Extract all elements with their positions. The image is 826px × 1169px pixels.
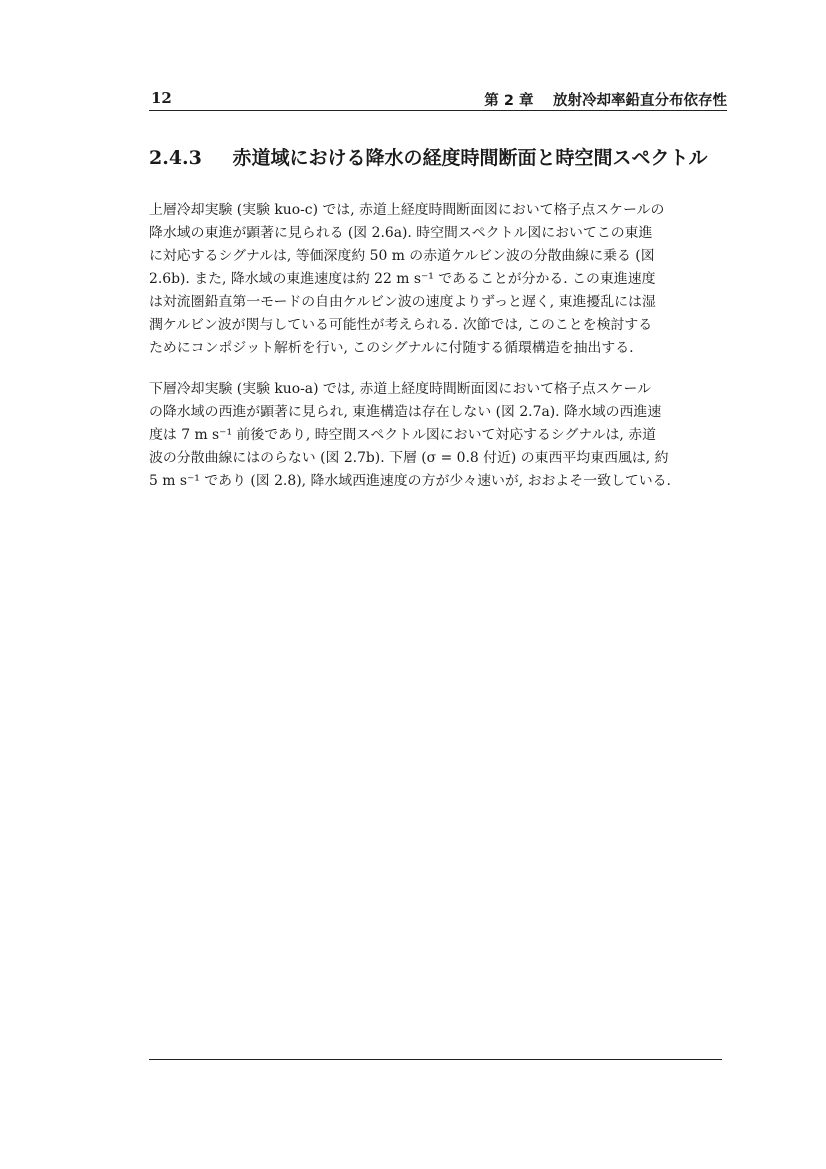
section-heading — [149, 143, 727, 170]
section-number: 2.4.3 — [149, 147, 202, 169]
footer-rule — [149, 1059, 722, 1060]
text-line: 度は 7 m s⁻¹ 前後であり, 時空間スペクトル図において対応するシグナルは, 赤道 — [149, 427, 657, 443]
text-line: 潤ケルビン波が関与している可能性が考えられる. 次節では, このことを検討する — [149, 317, 653, 333]
text-line: ためにコンポジット解析を行い, このシグナルに付随する循環構造を抽出する. — [149, 340, 634, 356]
paragraph-lower-cooling — [149, 378, 727, 493]
text-line: 波の分散曲線にはのらない (図 2.7b). 下層 (σ = 0.8 付近) の東西平均東西風は, 約 — [149, 450, 669, 466]
text-line: は対流圏鉛直第一モードの自由ケルビン波の速度よりずっと遅く, 東進擾乱には湿 — [149, 294, 656, 310]
page-number: 12 — [151, 89, 172, 107]
text-line: 上層冷却実験 (実験 kuo-c) では, 赤道上経度時間断面図において格子点スケールの — [149, 202, 665, 218]
text-line: に対応するシグナルは, 等価深度約 50 m の赤道ケルビン波の分散曲線に乗る (図 — [149, 248, 655, 264]
text-line: の降水域の西進が顕著に見られ, 東進構造は存在しない (図 2.7a). 降水域の西進速 — [149, 404, 662, 420]
text-line: 下層冷却実験 (実験 kuo-a) では, 赤道上経度時間断面図において格子点スケール — [149, 381, 651, 397]
paragraph-upper-cooling — [149, 199, 727, 360]
running-head: 第 2 章 放射冷却率鉛直分布依存性 — [484, 93, 727, 109]
page-header — [149, 88, 727, 111]
text-line: 2.6b). また, 降水域の東進速度は約 22 m s⁻¹ であることが分かる. この東進速度 — [149, 271, 656, 287]
text-line: 降水域の東進が顕著に見られる (図 2.6a). 時空間スペクトル図においてこの東進 — [149, 225, 653, 241]
section-title: 赤道域における降水の経度時間断面と時空間スペクトル — [232, 147, 708, 169]
text-line: 5 m s⁻¹ であり (図 2.8), 降水域西進速度の方が少々速いが, おおよそ一致している. — [149, 473, 671, 489]
